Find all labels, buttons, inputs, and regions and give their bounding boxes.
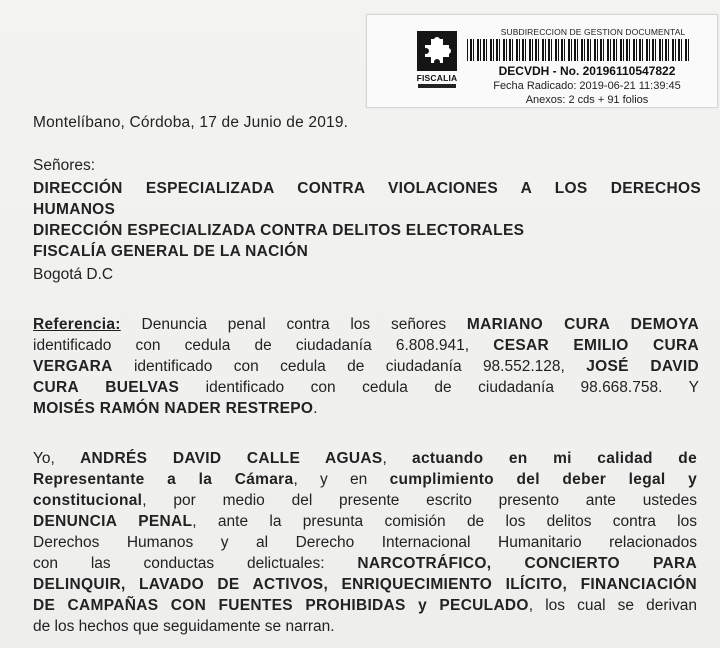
radicado-number: DECVDH - No. 20196110547822 bbox=[498, 64, 676, 78]
reference-paragraph bbox=[33, 314, 699, 419]
reference-line bbox=[33, 398, 699, 419]
body-line bbox=[33, 595, 697, 616]
radicado-annexes: Anexos: 2 cds + 91 folios bbox=[525, 94, 649, 106]
addressee-line-4: FISCALÍA GENERAL DE LA NACIÓN bbox=[33, 243, 309, 260]
reference-line bbox=[33, 314, 699, 335]
barcode bbox=[467, 39, 689, 61]
body-line bbox=[33, 511, 697, 532]
accused-name: CURA BUELVAS bbox=[33, 379, 180, 396]
body-line: Derechos Humanos y al Derecho Internacional Humanitario relacionados bbox=[33, 534, 697, 551]
reference-text: identificado con cedula de ciudadanía 6.808.941, bbox=[33, 337, 494, 354]
accused-name: MARIANO CURA DEMOYA bbox=[466, 316, 699, 333]
body-line bbox=[33, 490, 697, 511]
body-text: , ante la presunta comisión de los delitos contra los bbox=[192, 513, 697, 530]
body-text: , los cual se derivan bbox=[528, 597, 697, 614]
reference-line bbox=[33, 377, 699, 398]
body-text: con las conductas delictuales: bbox=[33, 555, 358, 572]
addressees bbox=[33, 178, 701, 262]
reference-line bbox=[33, 356, 699, 377]
reference-text: Denuncia penal contra los señores bbox=[120, 316, 467, 333]
crimes-list: DE CAMPAÑAS CON FUENTES PROHIBIDAS y PECULADO bbox=[33, 597, 529, 614]
radicado-date: Fecha Radicado: 2019-06-21 11:39:45 bbox=[493, 80, 681, 92]
logo-label: FISCALIA bbox=[416, 73, 458, 83]
logo-bar bbox=[418, 84, 456, 88]
body-line bbox=[33, 553, 697, 574]
body-emphasis: constitucional bbox=[33, 492, 143, 509]
salutation: Señores: bbox=[33, 157, 96, 174]
reference-line bbox=[33, 335, 699, 356]
body-line: DELINQUIR, LAVADO DE ACTIVOS, ENRIQUECIMIENTO ILÍCITO, FINANCIACIÓN bbox=[33, 576, 697, 593]
reference-text: . bbox=[313, 400, 318, 417]
reference-label: Referencia: bbox=[33, 316, 121, 333]
body-paragraph bbox=[33, 448, 697, 637]
body-line bbox=[33, 469, 697, 490]
addressee-city: Bogotá D.C bbox=[33, 266, 114, 283]
body-emphasis: cumplimiento del deber legal y bbox=[389, 471, 698, 488]
complainant-name: ANDRÉS DAVID CALLE AGUAS bbox=[80, 450, 383, 467]
body-text: , y en bbox=[293, 471, 390, 488]
reference-text: identificado con cedula de ciudadanía 98.668.758. Y bbox=[179, 379, 699, 396]
crimes-list: NARCOTRÁFICO, CONCIERTO PARA bbox=[357, 555, 697, 572]
body-line bbox=[33, 448, 697, 469]
body-line: de los hechos que seguidamente se narran. bbox=[33, 618, 335, 635]
addressee-line-1: DIRECCIÓN ESPECIALIZADA CONTRA VIOLACIONES A LOS DERECHOS bbox=[33, 180, 701, 197]
body-text: , por medio del presente escrito presento ante ustedes bbox=[142, 492, 697, 509]
body-text: Yo, bbox=[33, 450, 81, 467]
place-date: Montelíbano, Córdoba, 17 de Junio de 2019. bbox=[33, 114, 349, 131]
body-emphasis: DENUNCIA PENAL bbox=[33, 513, 193, 530]
accused-name: VERGARA bbox=[33, 358, 113, 375]
body-emphasis: actuando en mi calidad de bbox=[412, 450, 697, 467]
addressee-line-3: DIRECCIÓN ESPECIALIZADA CONTRA DELITOS ELECTORALES bbox=[33, 222, 525, 239]
body-text: , bbox=[382, 450, 413, 467]
accused-name: MOISÉS RAMÓN NADER RESTREPO bbox=[33, 400, 314, 417]
addressee-line-2: HUMANOS bbox=[33, 201, 116, 218]
accused-name: CESAR EMILIO CURA bbox=[493, 337, 699, 354]
reference-text: identificado con cedula de ciudadanía 98.552.128, bbox=[112, 358, 587, 375]
accused-name: JOSÉ DAVID bbox=[586, 358, 699, 375]
fiscalia-logo bbox=[415, 31, 459, 103]
radication-stamp bbox=[366, 14, 718, 108]
stamp-header: SUBDIRECCION DE GESTION DOCUMENTAL bbox=[500, 27, 686, 37]
puzzle-icon bbox=[417, 31, 457, 71]
body-emphasis: Representante a la Cámara bbox=[33, 471, 294, 488]
